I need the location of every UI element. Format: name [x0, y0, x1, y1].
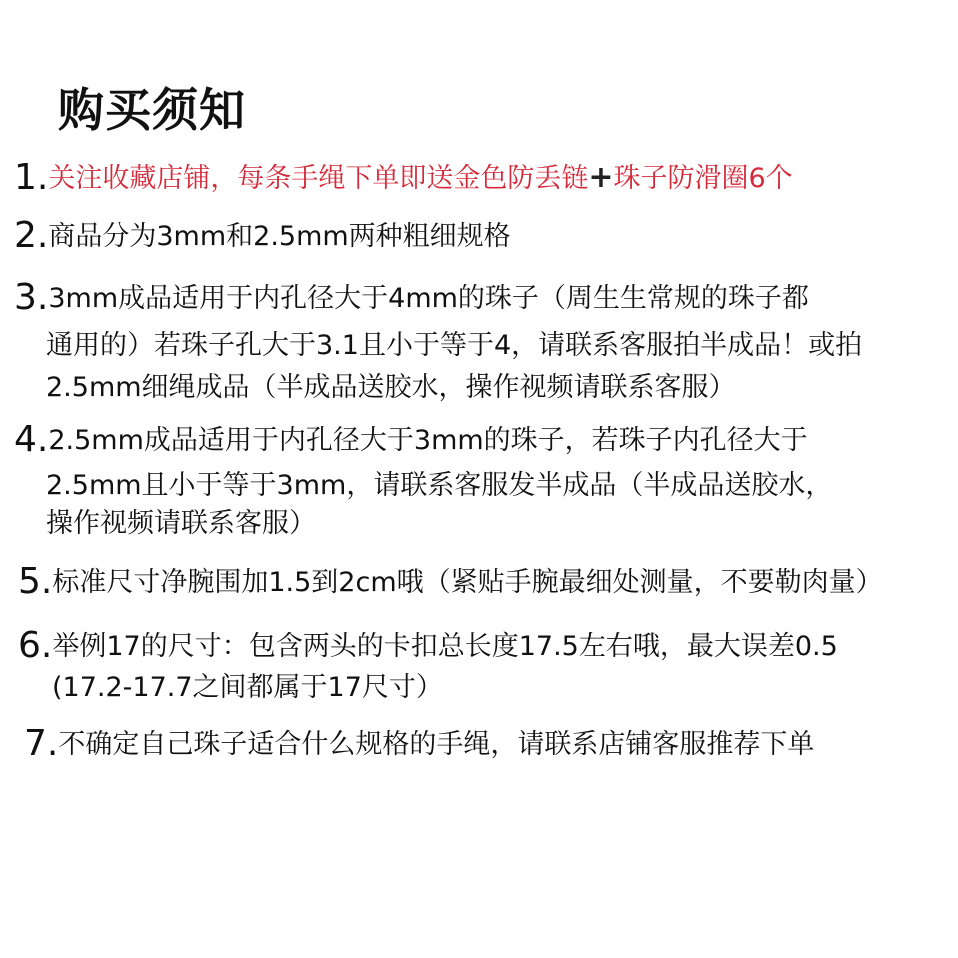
item-number: 6. — [18, 625, 53, 666]
item-text: 不确定自己珠子适合什么规格的手绳，请联系店铺客服推荐下单 — [58, 729, 815, 760]
notice-item-1 — [14, 156, 793, 201]
item-text-line-1: 3mm成品适用于内孔径大于4mm的珠子（周生生常规的珠子都 — [48, 283, 809, 314]
item-text-highlight: 关注收藏店铺，每条手绳下单即送金色防丢链 — [48, 163, 589, 194]
notice-item-4-line-2: 2.5mm且小于等于3mm，请联系客服发半成品（半成品送胶水， — [46, 470, 833, 501]
item-text-line-1: 2.5mm成品适用于内孔径大于3mm的珠子，若珠子内孔径大于 — [48, 425, 808, 456]
plus-icon: + — [588, 160, 614, 195]
notice-item-6 — [18, 624, 838, 669]
item-text: 标准尺寸净腕围加1.5到2cm哦（紧贴手腕最细处测量，不要勒肉量） — [52, 567, 883, 598]
item-number: 4. — [14, 419, 49, 460]
notice-item-3-line-2: 通用的）若珠子孔大于3.1且小于等于4，请联系客服拍半成品！或拍 — [46, 330, 863, 361]
notice-item-7 — [24, 722, 814, 767]
item-text: 商品分为3mm和2.5mm两种粗细规格 — [48, 221, 511, 252]
item-text-highlight-2: 珠子防滑圈6个 — [613, 163, 793, 194]
notice-item-4 — [14, 418, 808, 463]
item-text-line-1: 举例17的尺寸：包含两头的卡扣总长度17.5左右哦，最大误差0.5 — [52, 631, 838, 662]
notice-item-4-line-3: 操作视频请联系客服） — [46, 508, 316, 539]
item-number: 5. — [18, 561, 53, 602]
item-number: 1. — [14, 157, 49, 198]
notice-item-3 — [14, 276, 809, 321]
item-number: 2. — [14, 215, 49, 256]
notice-item-5 — [18, 560, 883, 605]
item-number: 7. — [24, 723, 59, 764]
notice-item-3-line-3: 2.5mm细绳成品（半成品送胶水，操作视频请联系客服） — [46, 372, 736, 403]
item-number: 3. — [14, 277, 49, 318]
notice-item-2 — [14, 214, 511, 259]
notice-item-6-line-2: (17.2-17.7之间都属于17尺寸） — [52, 672, 443, 703]
page-title: 购买须知 — [58, 83, 246, 137]
